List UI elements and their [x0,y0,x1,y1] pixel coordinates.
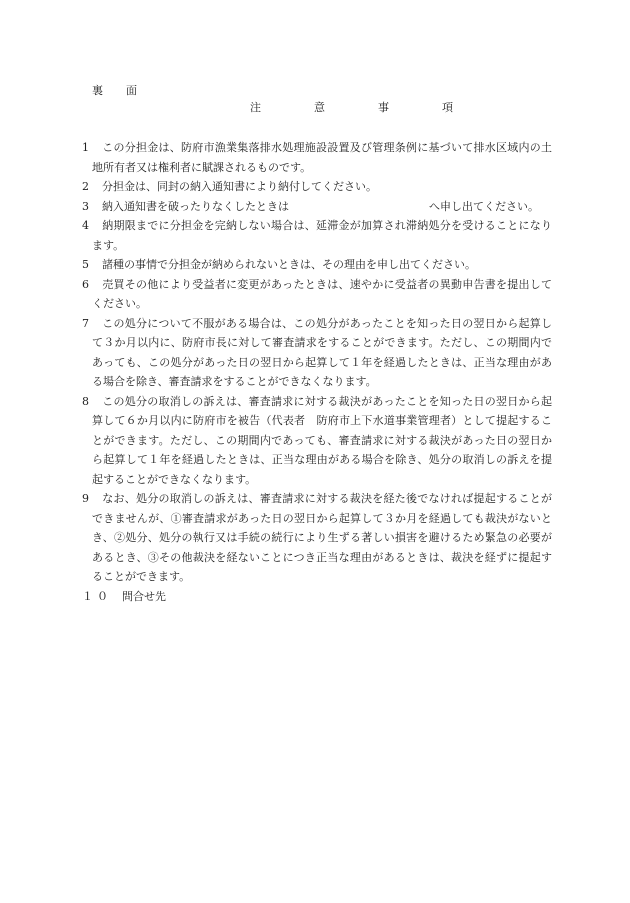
item-text-before: 納入通知書を破ったりなくしたときは [102,199,289,213]
notice-item-3 [82,197,552,217]
item-text: 売買その他により受益者に変更があったときは、速やかに受益者の異動申告書を提出してください。 [92,277,552,310]
item-number: 2 [82,180,89,193]
item-text: 納期限までに分担金を完納しない場合は、延滞金が加算され滞納処分を受けることになります。 [92,219,552,252]
item-text: 問合せ先 [122,589,166,603]
item-number: 7 [82,316,89,330]
notice-item-7 [82,314,552,392]
item-text: 分担金は、同封の納入通知書により納付してください。 [102,180,377,193]
item-number: 9 [82,492,89,505]
notice-item-5 [82,255,552,275]
notice-item-2 [82,177,552,197]
item-number: １０ [82,589,112,603]
item-text: この処分の取消しの訴えは、審査請求に対する裁決があったことを知った日の翌日から起算して６か月以内に防府市を被告（代表者 防府市上下水道事業管理者）として提起することができます。ただし、この期間内であっても、審査請求に対する裁決があった日の翌日から起算して１年を経過したときは、正当な理由がある場合を除き、処分の取消しの訴えを提起することができなくなります。 [92,394,552,486]
item-number: 3 [82,199,89,213]
item-text-after: へ申し出てください。 [429,199,539,213]
item-number: 6 [82,277,89,291]
notice-item-8 [82,392,552,490]
notice-item-4 [82,216,552,255]
notice-item-6 [82,275,552,314]
notice-item-1 [82,138,552,177]
item-text: 諸種の事情で分担金が納められないときは、その理由を申し出てください。 [102,258,476,271]
item-number: 8 [82,394,89,408]
page-title: 注 意 事 項 [250,101,474,114]
item-number: 5 [82,258,89,271]
notice-item-10 [82,587,552,607]
notice-list [82,138,552,606]
item-number: 4 [82,219,89,232]
notice-item-9 [82,489,552,587]
side-label: 裏 面 [92,84,143,97]
item-number: 1 [82,141,89,154]
item-text: この処分について不服がある場合は、この処分があったことを知った日の翌日から起算して３か月以内に、防府市長に対して審査請求をすることができます。ただし、この期間内であっても、この処分があった日の翌日から起算して１年を経過したときは、正当な理由がある場合を除き、審査請求をすることができなくなります。 [92,316,552,388]
item-text: この分担金は、防府市漁業集落排水処理施設設置及び管理条例に基づいて排水区域内の土地所有者又は権利者に賦課されるものです。 [92,141,552,174]
item-text: なお、処分の取消しの訴えは、審査請求に対する裁決を経た後でなければ提起することができませんが、①審査請求があった日の翌日から起算して３か月を経過しても裁決がないとき、②処分、処分の執行又は手続の続行により生ずる著しい損害を避けるため緊急の必要があるとき、③その他裁決を経ないことにつき正当な理由があるときは、裁決を経ずに提起することができます。 [92,492,552,583]
